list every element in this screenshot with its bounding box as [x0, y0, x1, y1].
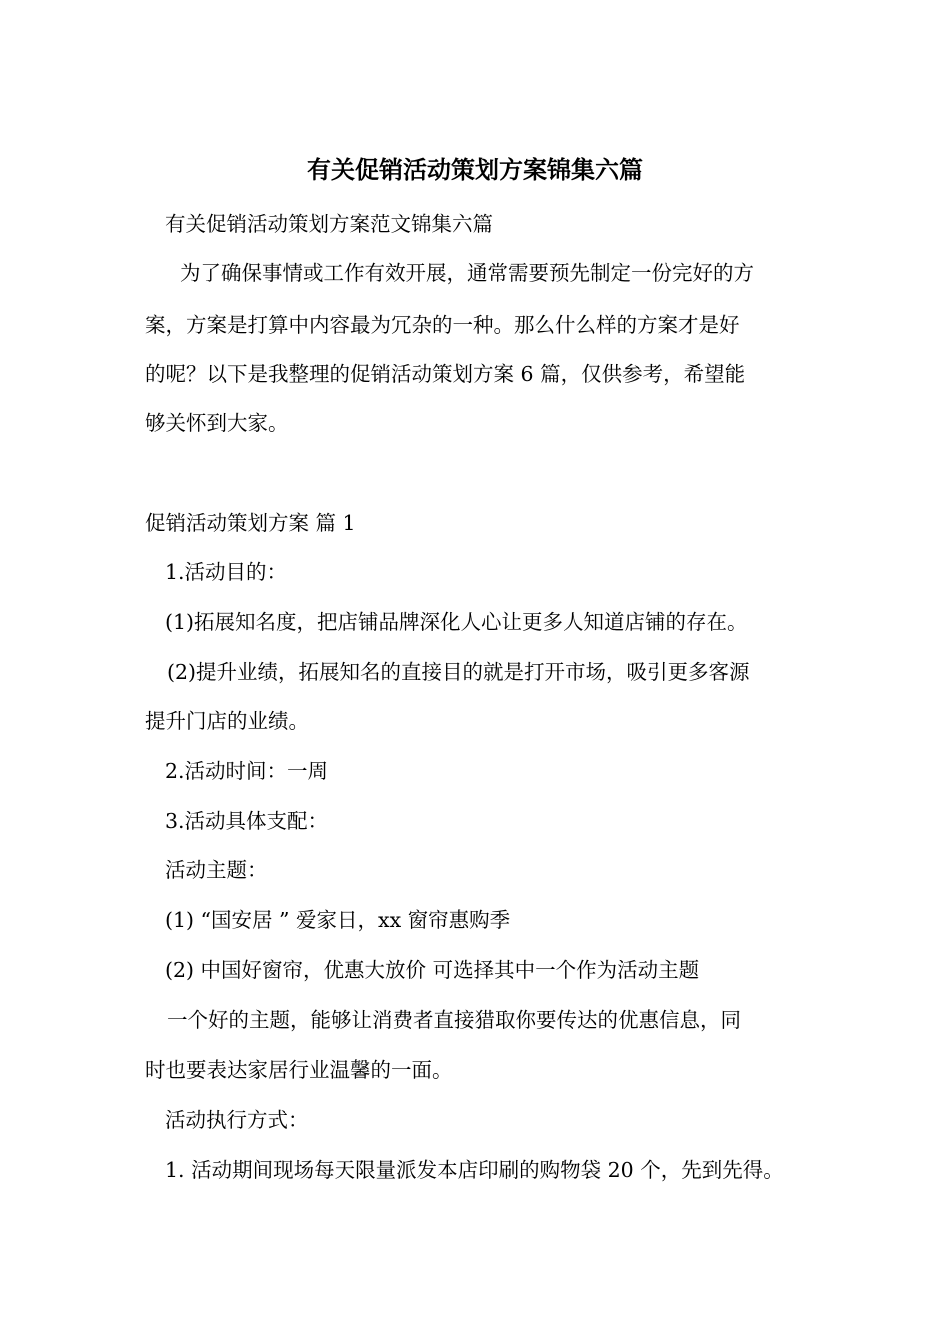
body-line-7: 活动主题：: [165, 858, 268, 882]
body-line-13: 1. 活动期间现场每天限量派发本店印刷的购物袋 20 个，先到先得。: [165, 1158, 784, 1182]
section-heading: 促销活动策划方案 篇 1: [145, 511, 356, 535]
body-line-11: 时也要表达家居行业温馨的一面。: [145, 1058, 453, 1082]
intro-line-3: 的呢？以下是我整理的促销活动策划方案 6 篇，仅供参考，希望能: [145, 362, 746, 386]
body-line-12: 活动执行方式：: [165, 1108, 309, 1132]
document-subtitle: 有关促销活动策划方案范文锦集六篇: [165, 212, 493, 236]
intro-line-4: 够关怀到大家。: [145, 411, 289, 435]
body-line-9: (2) 中国好窗帘，优惠大放价 可选择其中一个作为活动主题: [165, 958, 700, 982]
body-line-2: (1)拓展知名度，把店铺品牌深化人心让更多人知道店铺的存在。: [165, 610, 748, 634]
body-line-8: (1) “国安居 ” 爱家日，xx 窗帘惠购季: [165, 908, 511, 932]
body-line-6: 3.活动具体支配：: [165, 809, 329, 833]
body-line-1: 1.活动目的：: [165, 560, 288, 584]
document-title: 有关促销活动策划方案锦集六篇: [307, 156, 643, 184]
intro-line-2: 案，方案是打算中内容最为冗杂的一种。那么什么样的方案才是好: [145, 313, 740, 337]
body-line-5: 2.活动时间：一周: [165, 759, 329, 783]
body-line-10: 一个好的主题，能够让消费者直接猎取你要传达的优惠信息，同: [167, 1008, 741, 1032]
body-line-3: (2)提升业绩，拓展知名的直接目的就是打开市场，吸引更多客源: [167, 660, 750, 684]
body-line-4: 提升门店的业绩。: [145, 709, 309, 733]
intro-line-1: 为了确保事情或工作有效开展，通常需要预先制定一份完好的方: [180, 261, 754, 285]
